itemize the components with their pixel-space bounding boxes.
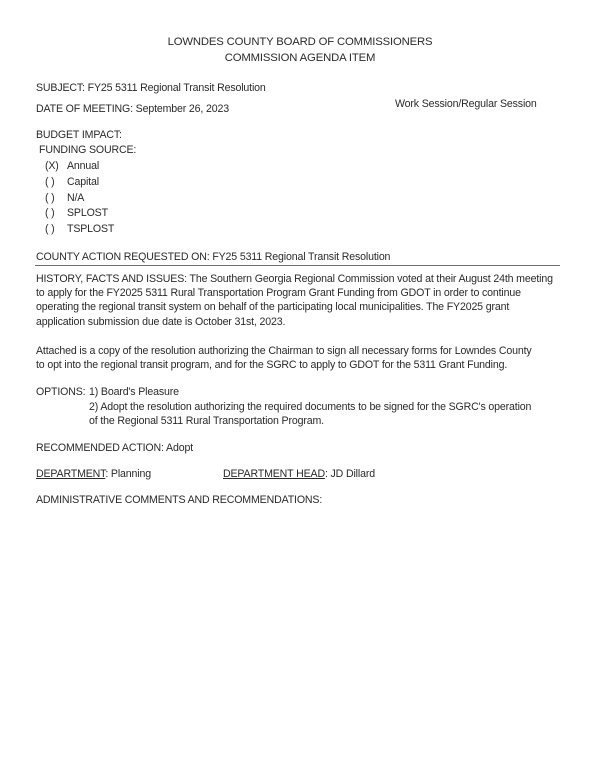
attached-line: to opt into the regional transit program, and for the SGRC to apply to GDOT for the 5311 Grant Funding. (36, 359, 508, 372)
subject-line (36, 82, 266, 94)
department-value: : Planning (105, 468, 151, 480)
funding-mark: ( ) (45, 207, 55, 219)
department-head-label: DEPARTMENT HEAD (223, 468, 325, 480)
header-doc-title: COMMISSION AGENDA ITEM (224, 52, 376, 64)
county-action-label: COUNTY ACTION REQUESTED ON: (36, 251, 210, 263)
option-item-2: 2) Adopt the resolution authorizing the required documents to be signed for the SGRC's operation (89, 401, 532, 413)
history-line: HISTORY, FACTS AND ISSUES: The Southern Georgia Regional Commission voted at their August 24th meeting (36, 273, 553, 285)
section-divider (35, 265, 560, 266)
recommended-action-label: RECOMMENDED ACTION: (36, 442, 164, 454)
funding-option-annual (45, 160, 99, 172)
attached-line: Attached is a copy of the resolution authorizing the Chairman to sign all necessary forms for Lowndes County (36, 345, 532, 357)
admin-comments-label: ADMINISTRATIVE COMMENTS AND RECOMMENDATIONS: (36, 494, 323, 506)
budget-impact-label: BUDGET IMPACT: (36, 129, 122, 141)
funding-option-na (45, 192, 84, 204)
subject-value: FY25 5311 Regional Transit Resolution (87, 82, 266, 94)
recommended-action-line (36, 442, 193, 454)
funding-mark: ( ) (45, 192, 55, 204)
options-label: OPTIONS: (36, 386, 86, 398)
funding-option-capital (45, 176, 99, 188)
option-item-1: 1) Board's Pleasure (89, 386, 179, 398)
funding-mark: ( ) (45, 223, 55, 235)
funding-label: Annual (67, 160, 100, 172)
department-label: DEPARTMENT (36, 468, 106, 480)
department-head-value: : JD Dillard (324, 468, 375, 480)
header-org-title: LOWNDES COUNTY BOARD OF COMMISSIONERS (167, 36, 433, 48)
funding-option-splost (45, 207, 108, 219)
history-facts-issues (36, 272, 568, 329)
meeting-date-line (36, 103, 229, 115)
history-line: operating the regional transit system on behalf of the participating local municipalities. The FY2025 grant (36, 301, 510, 314)
option-item-2-cont: of the Regional 5311 Rural Transportation Program. (89, 415, 324, 427)
meeting-date-label: DATE OF MEETING: (36, 103, 133, 115)
funding-mark: (X) (45, 160, 59, 172)
funding-label: SPLOST (67, 207, 108, 219)
department-head-line (223, 468, 375, 480)
funding-option-tsplost (45, 223, 114, 235)
history-line: application submission due date is October 31st, 2023. (36, 315, 286, 328)
funding-source-label: FUNDING SOURCE: (39, 144, 137, 156)
funding-label: N/A (67, 192, 85, 204)
subject-label: SUBJECT: (36, 82, 85, 94)
county-action-line (36, 251, 390, 263)
funding-label: TSPLOST (67, 223, 115, 235)
attached-paragraph (36, 344, 568, 372)
history-line: to apply for the FY2025 5311 Rural Transportation Program Grant Funding from GDOT in order to continue (36, 287, 521, 300)
session-type: Work Session/Regular Session (395, 98, 537, 110)
meeting-date-value: September 26, 2023 (135, 103, 229, 115)
funding-mark: ( ) (45, 176, 55, 188)
funding-label: Capital (67, 176, 99, 188)
recommended-action-value: Adopt (166, 442, 193, 454)
county-action-value: FY25 5311 Regional Transit Resolution (212, 251, 391, 263)
department-line (36, 468, 151, 480)
